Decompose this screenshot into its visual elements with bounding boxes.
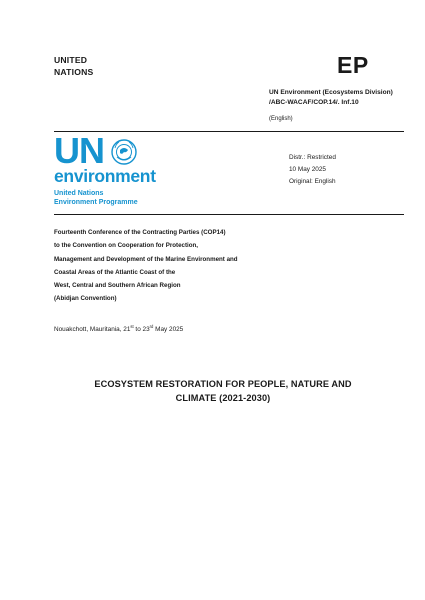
document-title-line-1: ECOSYSTEM RESTORATION FOR PEOPLE, NATURE AND [94, 379, 352, 389]
logo-subtitle-line-1: United Nations [54, 190, 104, 197]
document-title-line-2: CLIMATE (2021-2030) [175, 392, 271, 403]
un-environment-logo [54, 130, 164, 211]
un-emblem-icon [111, 139, 137, 165]
logo-letters: UN [54, 130, 104, 171]
conference-line: Coastal Areas of the Atlantic Coast of the [54, 268, 176, 276]
conference-line: to the Convention on Cooperation for Protection, [54, 242, 199, 250]
organization-line-2: NATIONS [54, 67, 94, 77]
venue-and-dates [54, 324, 183, 333]
header-divider [54, 131, 404, 132]
venue-middle: to 23 [133, 326, 150, 334]
conference-line: (Abidjan Convention) [54, 295, 117, 303]
venue-ordinal-2: rd [149, 324, 154, 329]
venue-prefix: Nouakchott, Mauritania, 21 [54, 326, 131, 334]
distribution-date: 10 May 2025 [289, 166, 326, 173]
venue-suffix: May 2025 [153, 326, 184, 334]
organization-name [54, 54, 93, 78]
document-symbol [269, 88, 393, 107]
conference-line: Management and Development of the Marine Environment and [54, 255, 238, 263]
document-symbol-line-2: /ABC-WACAF/COP.14/. Inf.10 [269, 98, 359, 106]
distribution-original: Original: English [289, 178, 336, 185]
document-code: EP [337, 52, 369, 78]
organization-line-1: UNITED [54, 55, 88, 65]
document-symbol-line-1: UN Environment (Ecosystems Division) [269, 89, 393, 96]
document-language: (English) [269, 116, 293, 122]
logo-subtitle [54, 190, 138, 207]
logo-word: environment [54, 166, 156, 186]
conference-line: Fourteenth Conference of the Contracting Parties (COP14) [54, 229, 226, 236]
logo-divider [54, 214, 404, 215]
conference-line: West, Central and Southern African Region [54, 282, 181, 290]
distribution-status: Distr.: Restricted [289, 154, 336, 161]
document-title [54, 378, 392, 405]
distribution-info [289, 152, 336, 188]
logo-subtitle-line-2: Environment Programme [54, 198, 138, 206]
venue-ordinal-1: st [130, 324, 134, 329]
conference-description [54, 226, 238, 306]
